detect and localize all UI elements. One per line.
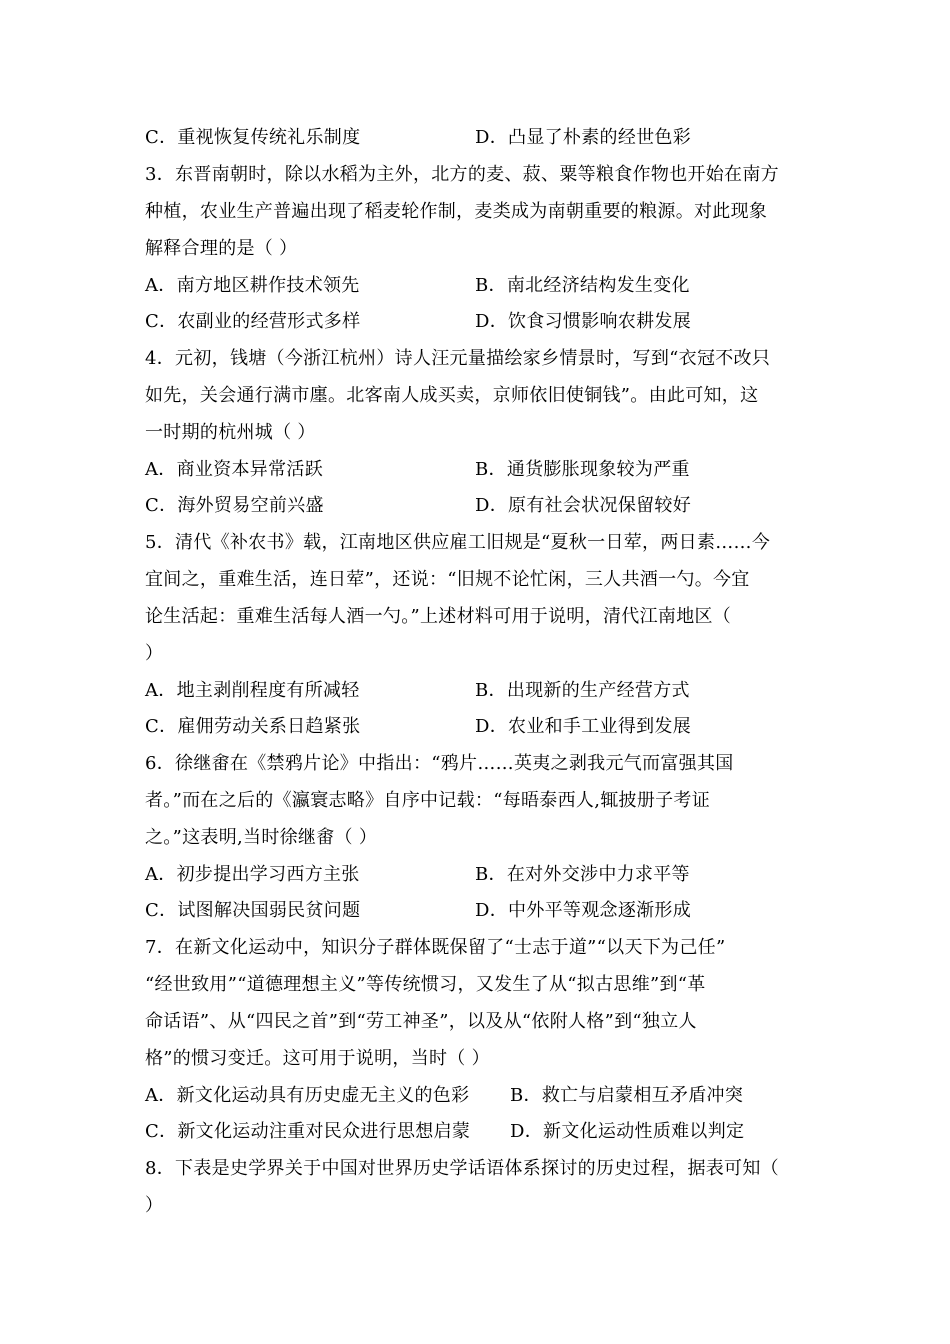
q3-stem-line-2: 种植，农业生产普遍出现了稻麦轮作制，麦类成为南朝重要的粮源。对此现象 — [145, 201, 768, 222]
q5-stem-line-4: ） — [145, 643, 164, 664]
q5-stem-line-3: 论生活起：重难生活每人酒一勺。”上述材料可用于说明，清代江南地区（ — [145, 606, 732, 627]
q6-stem-line-2: 者。”而在之后的《瀛寰志略》自序中记载：“每晤泰西人,辄披册子考证 — [145, 790, 711, 811]
q7-stem-line-3: 命话语”、从“四民之首”到“劳工神圣”，以及从“依附人格”到“独立人 — [145, 1011, 697, 1032]
q3-option-b: B．南北经济结构发生变化 — [475, 275, 690, 296]
q4-stem-line-3: 一时期的杭州城（ ） — [145, 422, 316, 443]
q8-stem-line-2: ） — [145, 1195, 164, 1216]
q5-option-d: D．农业和手工业得到发展 — [475, 716, 692, 737]
q4-option-a: A．商业资本异常活跃 — [145, 459, 323, 480]
q6-stem-line-3: 之。”这表明,当时徐继畬（ ） — [145, 827, 378, 848]
q5-stem-line-1: 5．清代《补农书》载，江南地区供应雇工旧规是“夏秋一日荤，两日素……今 — [145, 532, 771, 553]
q3-stem-line-1: 3．东晋南朝时，除以水稻为主外，北方的麦、菽、粟等粮食作物也开始在南方 — [145, 164, 779, 185]
q3-option-d: D．饮食习惯影响农耕发展 — [475, 311, 692, 332]
q7-option-a: A．新文化运动具有历史虚无主义的色彩 — [145, 1085, 470, 1106]
q6-option-d: D．中外平等观念逐渐形成 — [475, 900, 692, 921]
q6-stem-line-1: 6．徐继畬在《禁鸦片论》中指出：“鸦片……英夷之剥我元气而富强其国 — [145, 753, 734, 774]
q7-stem-line-1: 7．在新文化运动中，知识分子群体既保留了“士志于道”“以天下为己任” — [145, 937, 726, 958]
q2-option-c: C．重视恢复传统礼乐制度 — [145, 127, 361, 148]
q3-option-c: C．农副业的经营形式多样 — [145, 311, 361, 332]
q3-stem-line-3: 解释合理的是（ ） — [145, 238, 298, 259]
q4-option-c: C．海外贸易空前兴盛 — [145, 495, 324, 516]
q4-stem-line-1: 4．元初，钱塘（今浙江杭州）诗人汪元量描绘家乡情景时，写到“衣冠不改只 — [145, 348, 771, 369]
q2-option-d: D．凸显了朴素的经世色彩 — [475, 127, 692, 148]
q6-option-c: C．试图解决国弱民贫问题 — [145, 900, 361, 921]
q7-option-c: C．新文化运动注重对民众进行思想启蒙 — [145, 1121, 471, 1142]
q5-option-a: A．地主剥削程度有所减轻 — [145, 680, 360, 701]
q7-stem-line-4: 格”的惯习变迁。这可用于说明，当时（ ） — [145, 1048, 490, 1069]
q7-option-d: D．新文化运动性质难以判定 — [510, 1121, 745, 1142]
q7-stem-line-2: “经世致用”“道德理想主义”等传统惯习，又发生了从“拟古思维”到“革 — [145, 974, 706, 995]
q6-option-b: B．在对外交涉中力求平等 — [475, 864, 690, 885]
q3-option-a: A．南方地区耕作技术领先 — [145, 275, 360, 296]
q8-stem-line-1: 8．下表是史学界关于中国对世界历史学话语体系探讨的历史过程，据表可知（ — [145, 1158, 779, 1179]
q5-stem-line-2: 宜间之，重难生活，连日荤”，还说：“旧规不论忙闲，三人共酒一勺。今宜 — [145, 569, 750, 590]
q4-stem-line-2: 如先，关会通行满市廛。北客南人成买卖，京师依旧使铜钱”。由此可知，这 — [145, 385, 759, 406]
q5-option-b: B．出现新的生产经营方式 — [475, 680, 690, 701]
q4-option-b: B．通货膨胀现象较为严重 — [475, 459, 690, 480]
q4-option-d: D．原有社会状况保留较好 — [475, 495, 692, 516]
q6-option-a: A．初步提出学习西方主张 — [145, 864, 360, 885]
q7-option-b: B．救亡与启蒙相互矛盾冲突 — [510, 1085, 744, 1106]
q5-option-c: C．雇佣劳动关系日趋紧张 — [145, 716, 361, 737]
